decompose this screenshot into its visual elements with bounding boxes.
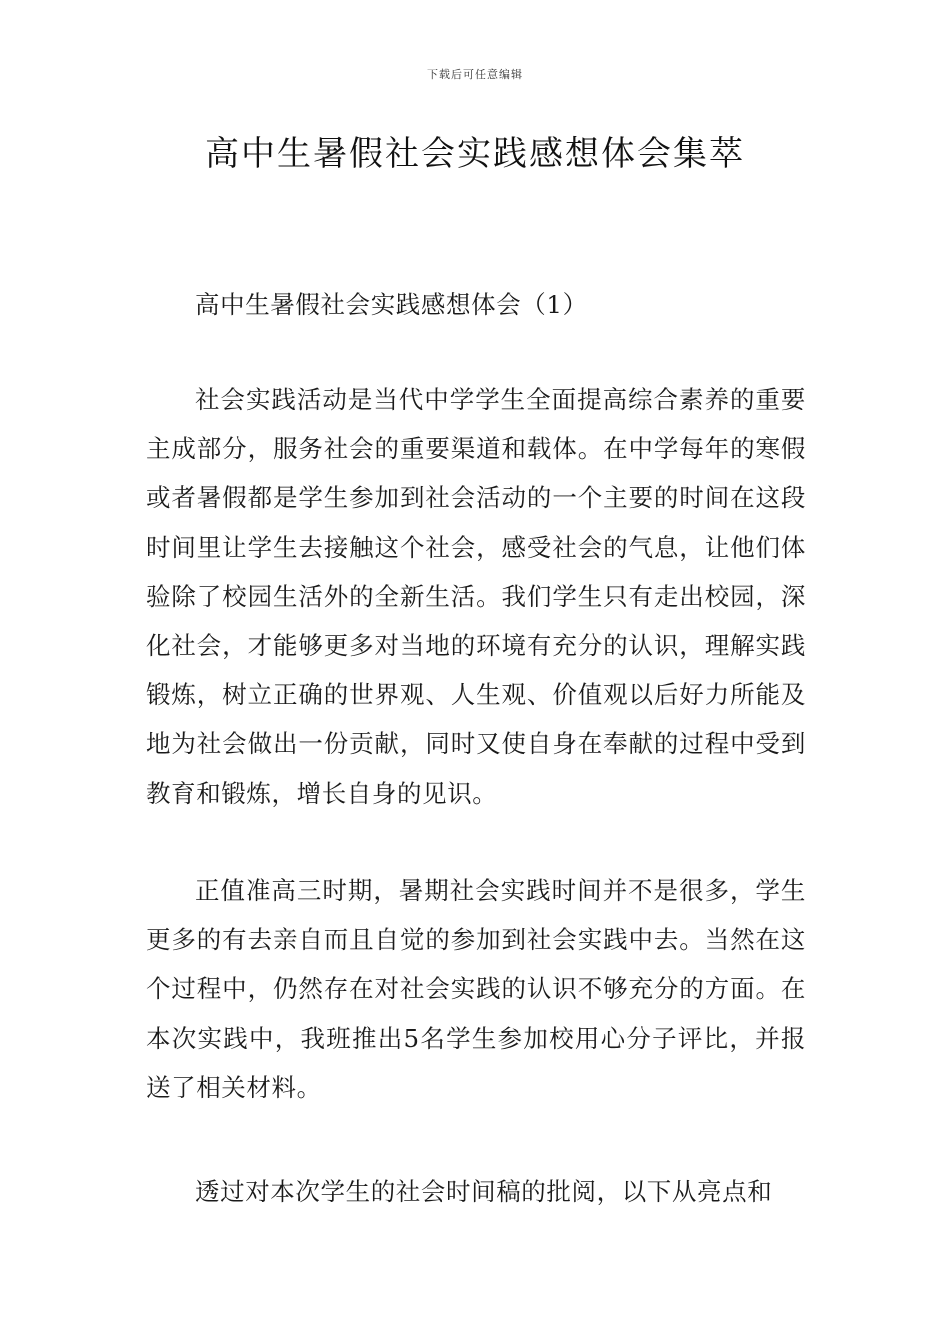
paragraph-2: 正值准高三时期，暑期社会实践时间并不是很多，学生更多的有去亲自而且自觉的参加到社会实践中去。当然在这个过程中，仍然存在对社会实践的认识不够充分的方面。在本次实践中，我班推出5名学生参加校用心分子评比，并报送了相关材料。 [146,876,806,1102]
section-subtitle: 高中生暑假社会实践感想体会（1） [195,290,588,319]
document-title: 高中生暑假社会实践感想体会集萃 [205,134,745,174]
header-note: 下载后可任意编辑 [427,68,523,81]
paragraph-1: 社会实践活动是当代中学学生全面提高综合素养的重要主成部分，服务社会的重要渠道和载体。在中学每年的寒假或者暑假都是学生参加到社会活动的一个主要的时间在这段时间里让学生去接触这个社会，感受社会的气息，让他们体验除了校园生活外的全新生活。我们学生只有走出校园，深化社会，才能够更多对当地的环境有充分的认识，理解实践锻炼，树立正确的世界观、人生观、价值观以后好力所能及地为社会做出一份贡献，同时又使自身在奉献的过程中受到教育和锻炼，增长自身的见识。 [146,385,806,808]
paragraph-3: 透过对本次学生的社会时间稿的批阅，以下从亮点和 [195,1177,773,1206]
